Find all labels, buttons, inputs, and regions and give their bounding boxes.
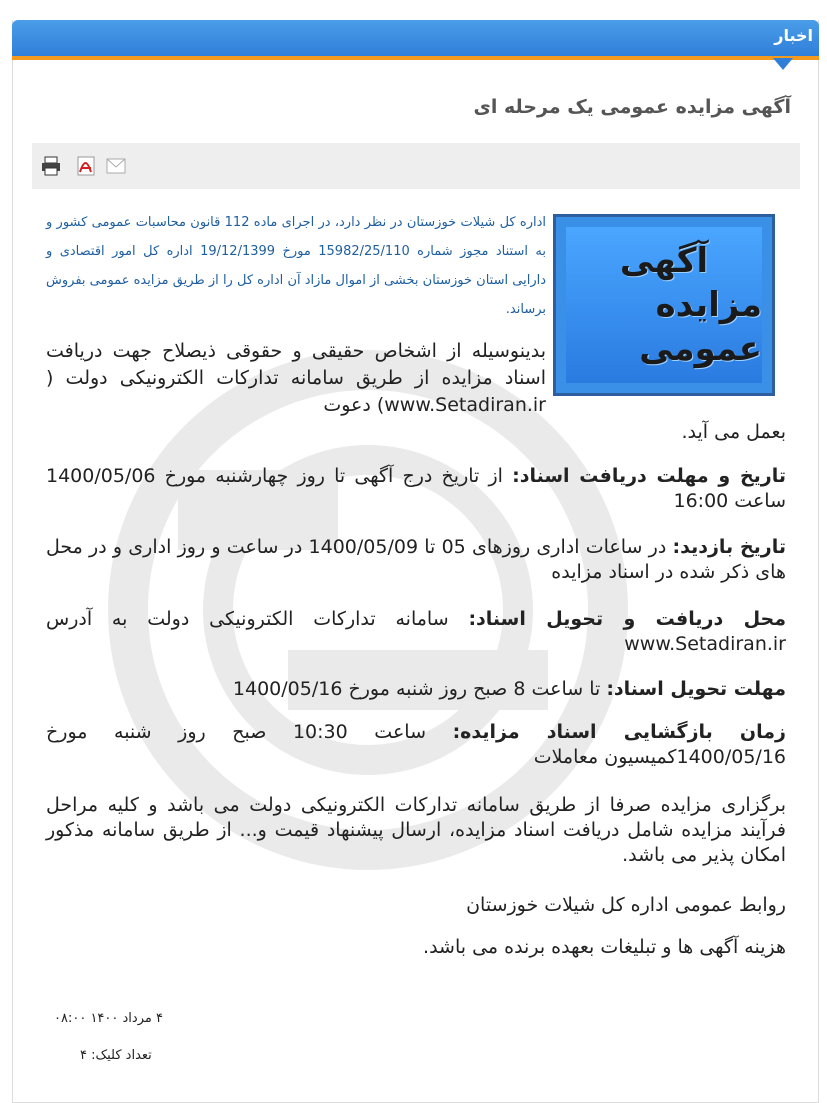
tab-news[interactable]: اخبار [774,26,813,45]
section-text: سامانه تدارکات الکترونیکی دولت به آدرس www.Setadiran.ir [46,608,786,655]
section-submit-deadline [46,677,786,702]
section-label: محل دریافت و تحویل اسناد: [468,608,786,630]
section-text: تا ساعت 8 صبح روز شنبه مورخ 1400/05/16 [232,678,607,700]
public-relations-signature: روابط عمومی اداره کل شیلات خوزستان [466,894,786,916]
lead-paragraph: بدینوسیله از اشخاص حقیقی و حقوقی ذیصلاح جهت دریافت اسناد مزایده از طریق سامانه تدارکات الکترونیکی دولت ( www.Setadiran.ir) دعوت [46,340,546,416]
section-visit-date [46,535,786,585]
process-paragraph: برگزاری مزایده صرفا از طریق سامانه تدارکات الکترونیکی دولت می باشد و کلیه مراحل فرآیند مزایده شامل دریافت اسناد مزایده، ارسال پیشنهاد قیمت و... از طریق سامانه مذکور امکان پذیر می باشد. [46,794,786,866]
section-label: تاریخ و مهلت دریافت اسناد: [512,465,786,487]
section-label: زمان بازگشایی اسناد مزایده: [452,721,786,743]
print-icon[interactable] [40,156,62,176]
pdf-icon[interactable] [75,156,97,176]
ad-subtitle: مزایده عمومی [639,284,762,370]
section-label: تاریخ بازدید: [672,536,787,558]
section-doc-location [46,607,786,657]
lead-paragraph-end: بعمل می آید. [681,421,786,443]
tab-underline [12,56,819,60]
section-text: در ساعات اداری روزهای 05 تا 1400/05/09 در ساعت و روز اداری و در محل های ذکر شده در اسناد مزایده [46,536,786,583]
cost-note: هزینه آگهی ها و تبلیغات بعهده برنده می باشد. [423,936,786,958]
toolbar [32,143,800,189]
ad-image [553,214,775,396]
section-text: از تاریخ درج آگهی تا روز چهارشنبه مورخ 1400/05/06 ساعت 16:00 [46,465,786,512]
section-doc-deadline [46,464,786,514]
page-title: آگهی مزایده عمومی یک مرحله ای [473,96,791,118]
ad-title: آگهی [619,240,709,281]
email-icon[interactable] [105,156,127,176]
section-text: ساعت 10:30 صبح روز شنبه مورخ 1400/05/16کمیسیون معاملات [46,721,786,768]
click-count: تعداد کلیک: ۴ [80,1048,152,1063]
publish-date: ۴ مرداد ۱۴۰۰ ۰۸:۰۰ [54,1011,163,1026]
intro-text: اداره کل شیلات خوزستان در نظر دارد، در اجرای ماده 112 قانون محاسبات عمومی کشور و به استناد مجوز شماره 15982/25/110 مورخ 19/12/1399 اداره کل امور اقتصادی و دارایی استان خوزستان بخشی از اموال مازاد آن اداره کل را از طریق مزایده عمومی بفروش برساند. [46,215,546,317]
section-label: مهلت تحویل اسناد: [606,678,786,700]
section-opening-time [46,720,786,770]
tab-notch [773,58,793,70]
tab-bar [12,20,819,56]
